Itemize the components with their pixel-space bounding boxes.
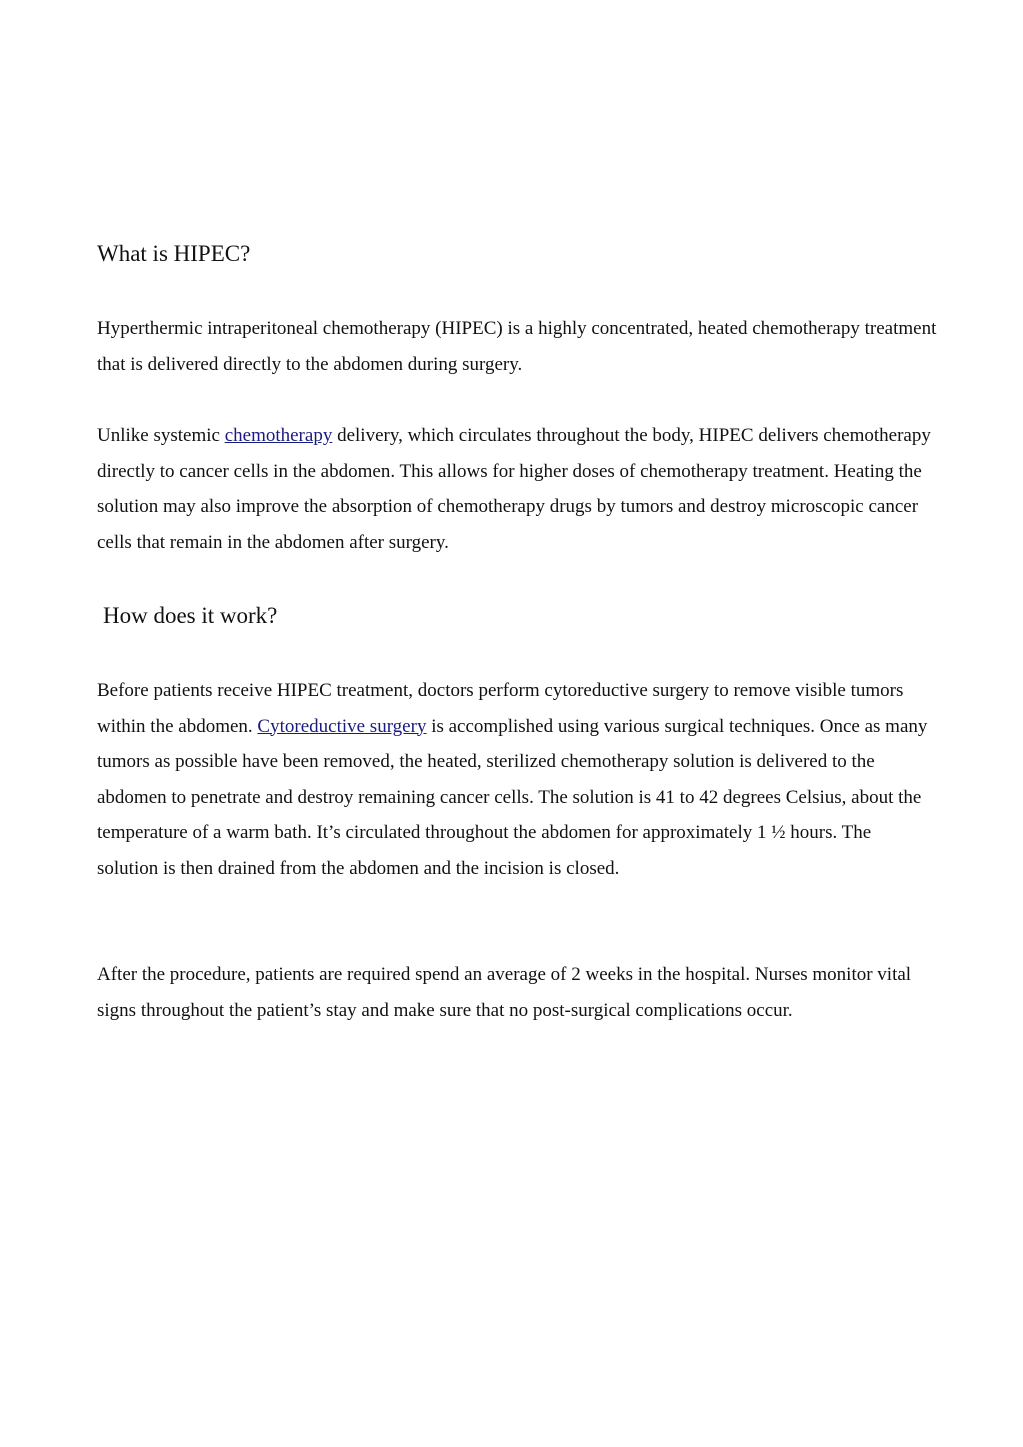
paragraph-text: Before patients receive HIPEC treatment, doctors perform cytoreductive surgery to remove visible tumors within the abdomen. [97,680,904,737]
paragraph-after-procedure: After the procedure, patients are required spend an average of 2 weeks in the hospital. Nurses monitor vital signs throughout the patient’s stay and make sure that no post-surgical complications occur. [97,964,912,1021]
section-heading-how-does-it-work: How does it work? [103,603,278,628]
chemotherapy-link[interactable]: chemotherapy [224,425,333,446]
cytoreductive-surgery-link[interactable]: Cytoreductive surgery [257,715,427,737]
paragraph-text: Unlike systemic [97,425,225,446]
section-heading-what-is-hipec: What is HIPEC? [97,241,251,266]
paragraph-text: is accomplished using various surgical techniques. Once as many tumors as possible have been removed, the heated, sterilized chemotherapy solution is delivered to the abdomen to penetrate and destroy remaining cancer cells. The solution is 41 to 42 degrees Celsius, about the temperature of a warm bath. It’s circulated throughout the abdomen for approximately 1 ½ hours. The solution is then drained from the abdomen and the incision is closed. [97,715,928,879]
paragraph-text: delivery, which circulates throughout the body, HIPEC delivers chemotherapy directly to cancer cells in the abdomen. This allows for higher doses of chemotherapy treatment. Heating the solution may also improve the absorption of chemotherapy drugs by tumors and destroy microscopic cancer cells that remain in the abdomen after surgery. [97,425,931,553]
paragraph-hipec-definition: Hyperthermic intraperitoneal chemotherapy (HIPEC) is a highly concentrated, heated chemotherapy treatment that is delivered directly to the abdomen during surgery. [97,318,937,375]
paragraph-unlike-systemic [97,418,937,560]
paragraph-before-patients [97,673,937,887]
